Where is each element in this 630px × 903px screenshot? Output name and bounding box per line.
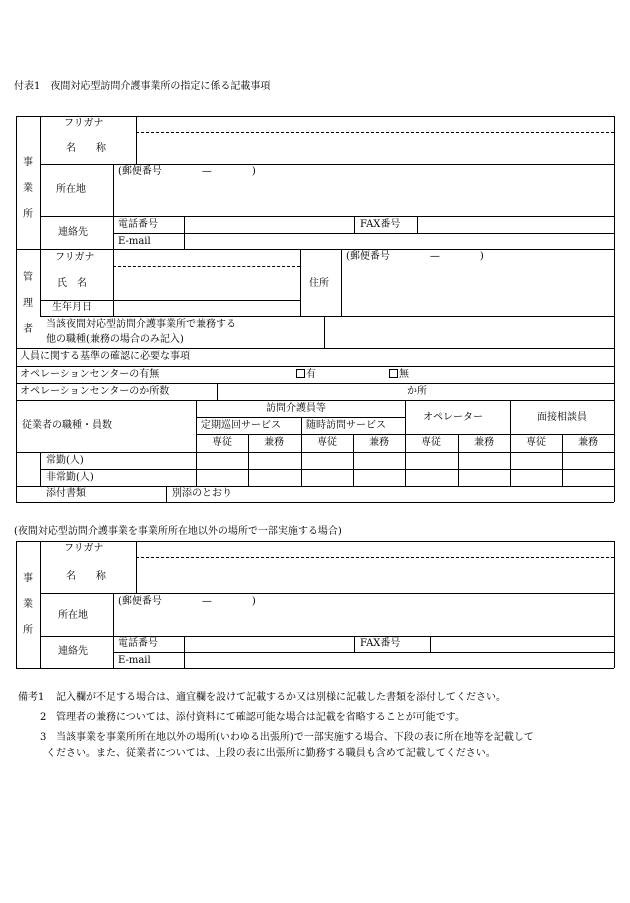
- visit-care-staff-header: 訪問介護員等: [266, 403, 326, 414]
- manager-postal-code[interactable]: (郵便番号 — ): [346, 251, 484, 262]
- office-email-label: E-mail: [118, 236, 151, 247]
- fulltime-row-label: 常勤(人): [46, 455, 84, 466]
- office-name-field[interactable]: [137, 136, 607, 162]
- manager-furigana-label: フリガナ: [55, 252, 95, 263]
- op-center-none-checkbox[interactable]: 無: [389, 369, 409, 381]
- remark-2-number: 2: [40, 712, 47, 723]
- table-border-top: [16, 116, 614, 117]
- remarks-label: 備考1: [18, 692, 45, 703]
- branch-furigana-label: フリガナ: [64, 543, 104, 554]
- col-dedicated-2: 専従: [317, 437, 337, 448]
- col-dedicated-1: 専従: [212, 437, 232, 448]
- col-dedicated-4: 専従: [526, 437, 546, 448]
- remark-1: 記入欄が不足する場合は、適宜欄を設けて記載するか又は別様に記載した書類を添付してください。: [56, 692, 506, 703]
- col-concurrent-2: 兼務: [369, 437, 389, 448]
- operator-header: オペレーター: [423, 412, 483, 423]
- manager-concurrent-field[interactable]: [326, 320, 611, 346]
- interview-staff-header: 面接相談員: [537, 412, 587, 423]
- office-contact-label: 連絡先: [58, 227, 88, 238]
- manager-name-field[interactable]: [115, 270, 298, 298]
- manager-name-label: 氏 名: [57, 278, 87, 289]
- branch-email-label: E-mail: [118, 655, 151, 666]
- table-border-right: [614, 116, 615, 502]
- manager-concurrent-label-line2: 他の職種(兼務の場合のみ記入): [46, 334, 184, 345]
- attachments-value: 別添のとおり: [172, 488, 232, 499]
- branch-contact-label: 連絡先: [58, 646, 88, 657]
- table-border-left: [16, 116, 17, 502]
- checkbox-icon: [389, 369, 398, 378]
- office-postal-code[interactable]: (郵便番号 — ): [118, 166, 256, 177]
- office-fax-field[interactable]: [419, 219, 611, 231]
- branch-fax-field[interactable]: [432, 638, 611, 650]
- branch-fax-label: FAX番号: [360, 638, 401, 649]
- remark-3-line2: ください。また、従業者については、上段の表に出張所に勤務する職員も含めて記載してください。: [46, 748, 496, 759]
- branch-email-field[interactable]: [186, 655, 611, 667]
- remark-3-line1: 当該事業を事業所所在地以外の場所(いわゆる出張所)で一部実施する場合、下段の表に所在地等を記載して: [56, 732, 534, 743]
- form-title: 付表1 夜間対応型訪問介護事業所の指定に係る記載事項: [14, 81, 271, 92]
- office-name-label: 名 称: [66, 143, 106, 154]
- office-phone-field[interactable]: [186, 219, 352, 231]
- checkbox-icon: [296, 369, 305, 378]
- branch-postal-code[interactable]: (郵便番号 — ): [118, 596, 256, 607]
- branch-name-label: 名 称: [66, 571, 106, 582]
- office-fax-label: FAX番号: [360, 219, 401, 230]
- branch-phone-field[interactable]: [186, 638, 352, 650]
- office-furigana-field[interactable]: [137, 118, 607, 130]
- op-center-count-unit: か所: [407, 386, 427, 397]
- staff-type-label: 従業者の職種・員数: [22, 420, 112, 431]
- remark-3-number: 3: [40, 732, 47, 743]
- branch-phone-label: 電話番号: [118, 638, 158, 649]
- col-dedicated-3: 専従: [421, 437, 441, 448]
- remark-2: 管理者の兼務については、添付資料にて確認可能な場合は記載を省略することが可能です。: [56, 712, 465, 723]
- op-center-presence-label: オペレーションセンターの有無: [20, 369, 160, 380]
- parttime-row-label: 非常勤(人): [46, 472, 94, 483]
- attachments-label: 添付書類: [46, 488, 86, 499]
- branch-name-field[interactable]: [137, 561, 607, 591]
- col-concurrent-4: 兼務: [578, 437, 598, 448]
- op-center-count-field[interactable]: [219, 386, 399, 398]
- staff-section-title: 人員に関する基準の確認に必要な事項: [20, 351, 190, 362]
- office-section-label: 事 業 所: [23, 157, 33, 220]
- manager-address-label: 住所: [309, 278, 329, 289]
- on-demand-header: 随時訪問サービス: [306, 420, 386, 431]
- office-email-field[interactable]: [186, 236, 611, 248]
- branch-heading: (夜間対応型訪問介護事業を事業所所在地以外の場所で一部実施する場合): [14, 526, 342, 537]
- manager-dob-field[interactable]: [115, 302, 298, 314]
- office-address-label: 所在地: [56, 184, 86, 195]
- manager-furigana-field[interactable]: [115, 252, 298, 264]
- branch-address-label: 所在地: [58, 610, 88, 621]
- office-phone-label: 電話番号: [118, 219, 158, 230]
- table-border-bottom: [16, 502, 614, 503]
- manager-section-label: 管 理 者: [23, 272, 33, 335]
- col-concurrent-3: 兼務: [474, 437, 494, 448]
- branch-section-label: 事 業 所: [23, 573, 33, 636]
- manager-concurrent-label-line1: 当該夜間対応型訪問介護事業所で兼務する: [46, 319, 236, 330]
- office-furigana-label: フリガナ: [64, 118, 104, 129]
- op-center-count-label: オペレーションセンターのか所数: [20, 386, 170, 397]
- op-center-has-checkbox[interactable]: 有: [296, 369, 316, 381]
- manager-dob-label: 生年月日: [52, 302, 92, 313]
- branch-furigana-field[interactable]: [137, 543, 607, 555]
- regular-patrol-header: 定期巡回サービス: [201, 420, 281, 431]
- col-concurrent-1: 兼務: [264, 437, 284, 448]
